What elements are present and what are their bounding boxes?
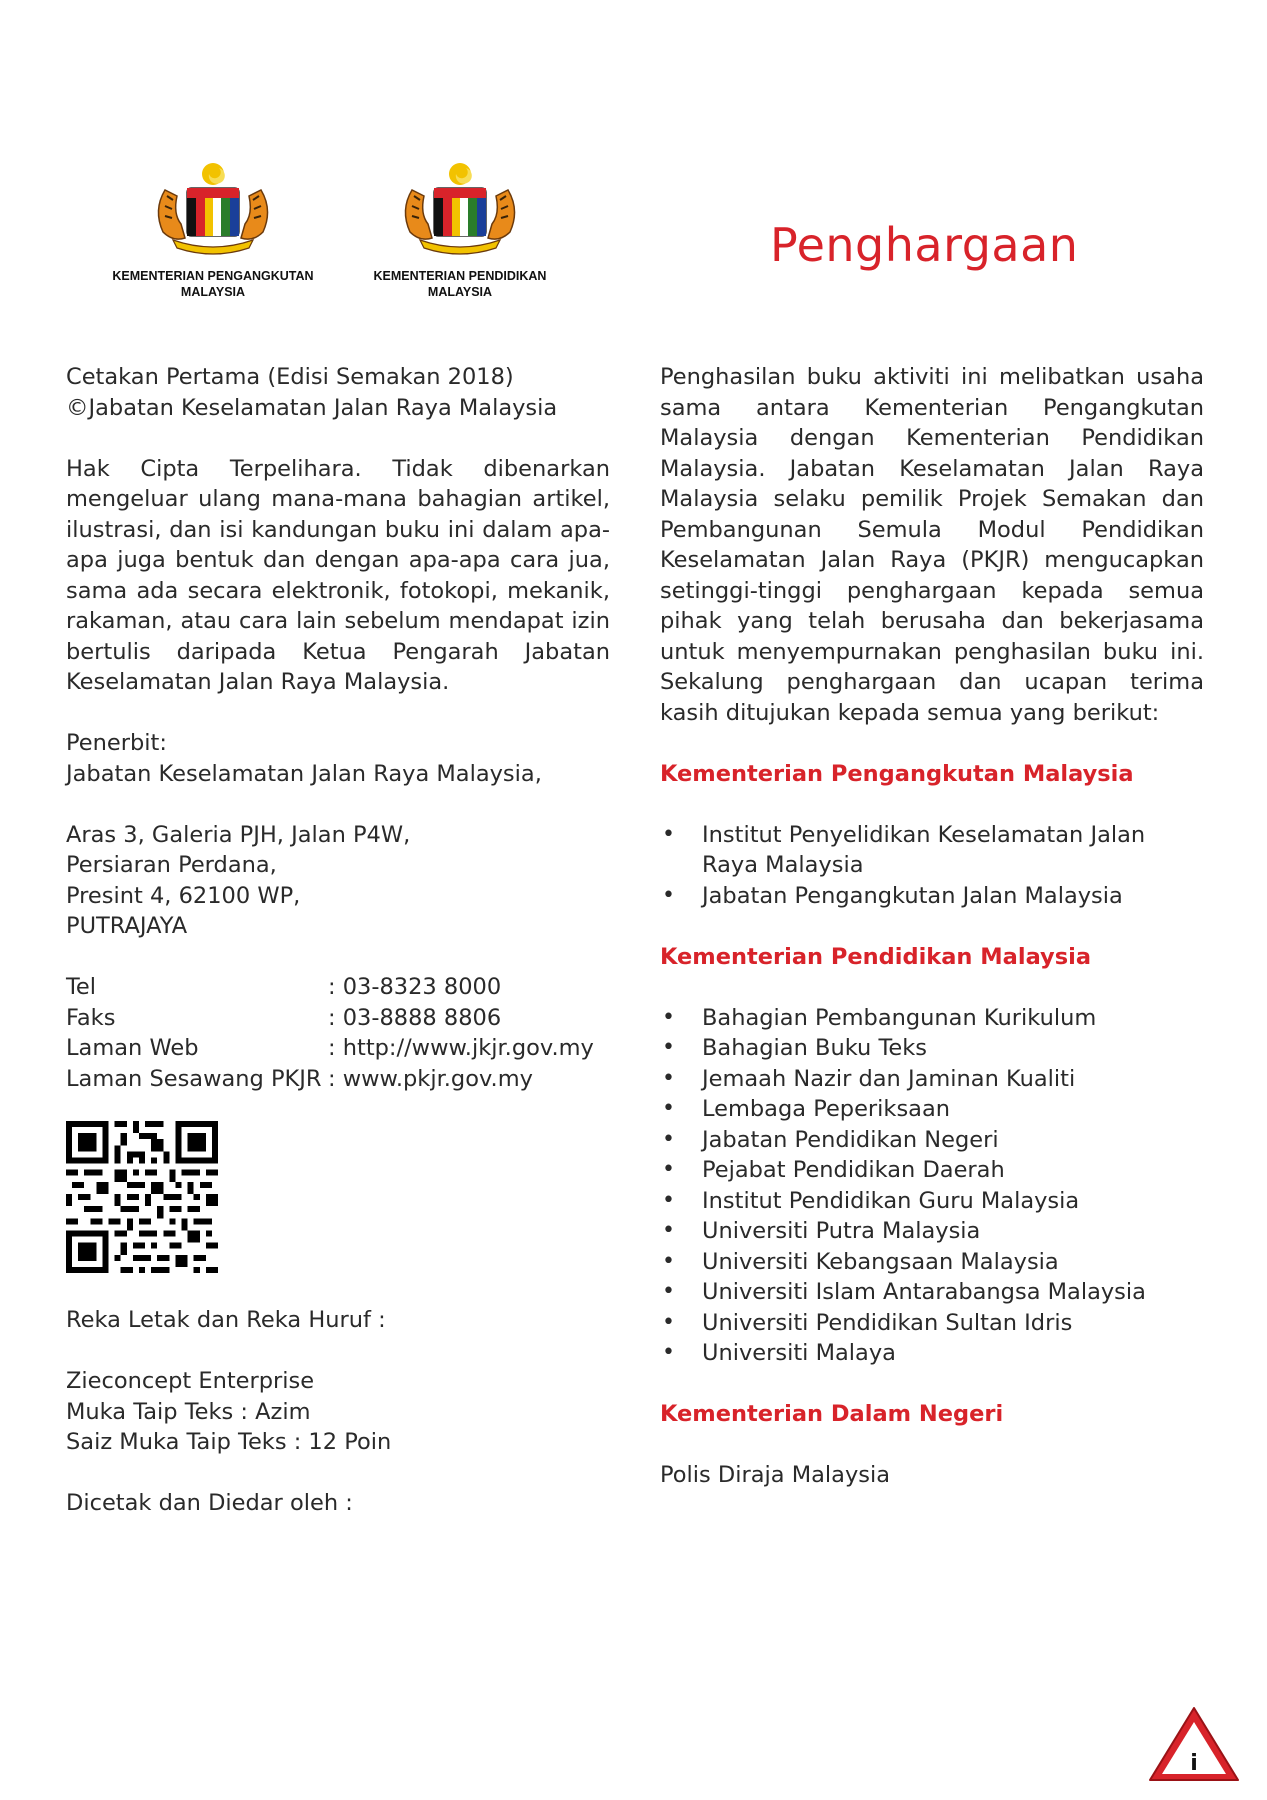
address-line: Aras 3, Galeria PJH, Jalan P4W, [66,821,411,848]
list-item: • Bahagian Pembangunan Kurikulum [660,1003,1204,1034]
logo-caption-line2: MALAYSIA [427,285,493,299]
logo-caption-line2: MALAYSIA [180,285,246,299]
publisher-label: Penerbit: [66,730,167,756]
list-item: • Jemaah Nazir dan Jaminan Kualiti [660,1064,1204,1095]
logo-caption-line1: KEMENTERIAN PENDIDIKAN [373,269,547,283]
list-item: • Lembaga Peperiksaan [660,1094,1204,1125]
coat-of-arms-icon [390,160,530,260]
contact-label: Tel [66,974,97,1000]
copyright-line: ©Jabatan Keselamatan Jalan Raya Malaysia [66,394,558,421]
section-text-dalam-negeri: Polis Diraja Malaysia [660,1462,891,1488]
warning-triangle-icon [1146,1704,1242,1784]
contact-label: Faks [66,1004,116,1031]
list-item: • Institut Penyelidikan Keselamatan Jalan Raya Malaysia [660,820,1204,881]
corner-icon-letter: i [1190,1751,1198,1776]
contact-value[interactable]: : www.pkjr.gov.my [328,1065,533,1092]
imprint-column [66,362,610,1094]
contact-value: : 03-8323 8000 [328,974,502,1000]
section-heading-pendidikan: Kementerian Pendidikan Malaysia [660,943,1092,970]
contact-row-pkjr [66,1064,610,1095]
list-item: • Bahagian Buku Teks [660,1033,1204,1064]
edition-line: Cetakan Pertama (Edisi Semakan 2018) [66,364,514,390]
logo-kementerian-pengangkutan [93,160,333,300]
typesize-line: Saiz Muka Taip Teks : 12 Poin [66,1429,392,1455]
list-item: • Institut Pendidikan Guru Malaysia [660,1186,1204,1217]
qr-code-icon[interactable] [66,1121,218,1273]
acknowledgement-column [660,362,1204,1491]
credits-block [66,1305,610,1519]
layout-label: Reka Letak dan Reka Huruf : [66,1307,386,1333]
coat-of-arms-icon [143,160,283,260]
address-line: PUTRAJAYA [66,913,188,939]
list-pendidikan [660,1003,1204,1369]
contact-row-tel [66,972,610,1003]
contact-label: Laman Sesawang PKJR [66,1065,322,1092]
contact-value[interactable]: : http://www.jkjr.gov.my [328,1035,594,1061]
contact-label: Laman Web [66,1035,199,1061]
intro-paragraph: Penghasilan buku aktiviti ini melibatkan usaha sama antara Kementerian Pengangkutan Malaysia dengan Kementerian Pendidikan Malaysia. Jabatan Keselamatan Jalan Raya Malaysia selaku pemilik Projek Semakan dan Pembangunan Semula Modul Pendidikan Keselamatan Jalan Raya (PKJR) mengucapkan setinggi-tinggi penghargaan kepada semua pihak yang telah berusaha dan bekerjasama untuk menyempurnakan penghasilan buku ini. Sekalung penghargaan dan ucapan terima kasih ditujukan kepada semua yang berikut: [660,364,1204,726]
contact-value: : 03-8888 8806 [328,1004,502,1031]
list-item: • Pejabat Pendidikan Daerah [660,1155,1204,1186]
rights-paragraph: Hak Cipta Terpelihara. Tidak dibenarkan mengeluar ulang mana-mana bahagian artikel, ilustrasi, dan isi kandungan buku ini dalam apa-apa juga bentuk dan dengan apa-apa cara jua, sama ada secara elektronik, fotokopi, mekanik, rakaman, atau cara lain sebelum mendapat izin bertulis daripada Ketua Pengarah Jabatan Keselamatan Jalan Raya Malaysia. [66,455,610,695]
list-pengangkutan [660,820,1204,912]
contact-row-web [66,1033,610,1064]
section-heading-pengangkutan: Kementerian Pengangkutan Malaysia [660,760,1134,787]
typeface-line: Muka Taip Teks : Azim [66,1398,311,1425]
section-heading-dalam-negeri: Kementerian Dalam Negeri [660,1401,1004,1427]
logo-caption-line1: KEMENTERIAN PENGANGKUTAN [112,269,314,283]
list-item: • Jabatan Pengangkutan Jalan Malaysia [660,881,1204,912]
address-line: Persiaran Perdana, [66,852,277,878]
list-item: • Universiti Malaya [660,1338,1204,1369]
page-title: Penghargaan [770,218,1079,272]
designer-name: Zieconcept Enterprise [66,1368,315,1394]
list-item: • Universiti Islam Antarabangsa Malaysia [660,1277,1204,1308]
printed-by-label: Dicetak dan Diedar oleh : [66,1490,353,1516]
list-item: • Universiti Kebangsaan Malaysia [660,1247,1204,1278]
list-item: • Universiti Putra Malaysia [660,1216,1204,1247]
logo-kementerian-pendidikan [340,160,580,300]
list-item: • Jabatan Pendidikan Negeri [660,1125,1204,1156]
list-item: • Universiti Pendidikan Sultan Idris [660,1308,1204,1339]
publisher-name: Jabatan Keselamatan Jalan Raya Malaysia, [66,760,542,787]
contact-row-fax [66,1003,610,1034]
address-line: Presint 4, 62100 WP, [66,882,301,909]
